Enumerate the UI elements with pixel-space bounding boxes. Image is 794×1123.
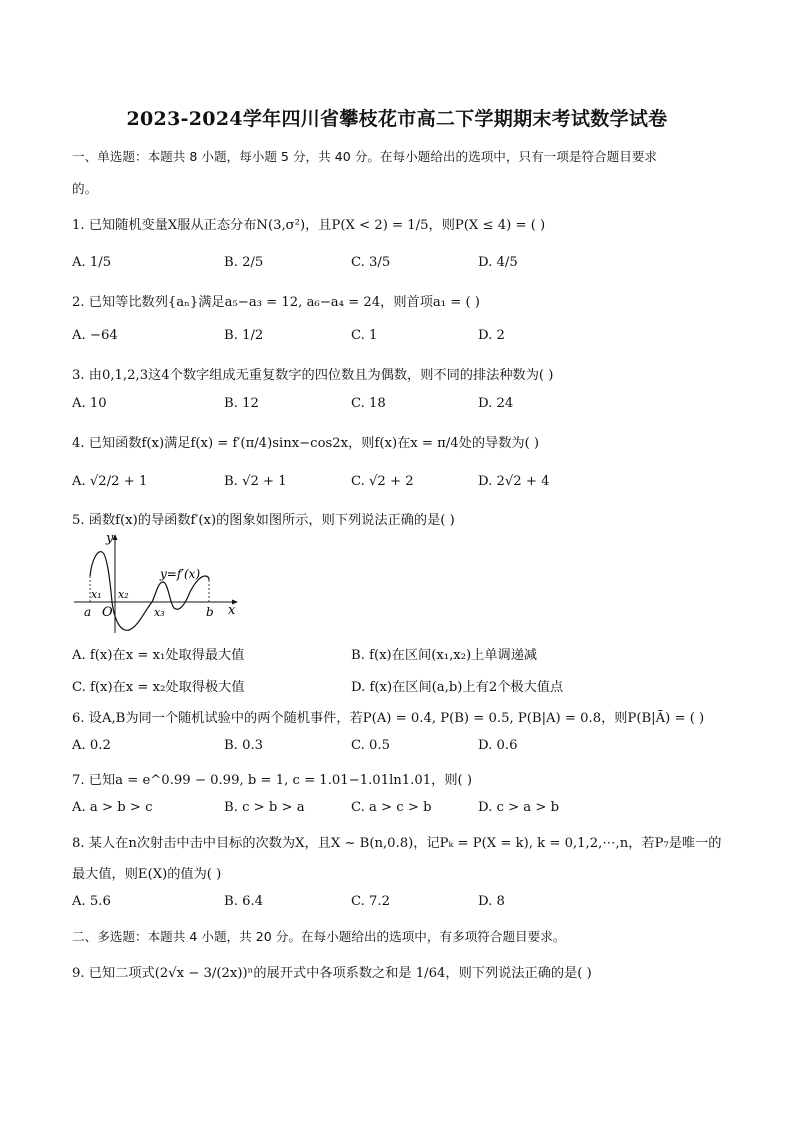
q1-option-d: D. 4/5 (478, 255, 518, 270)
derivative-graph (72, 532, 240, 636)
q7-option-a: A. a > b > c (72, 800, 153, 815)
x-axis-label: x (228, 603, 236, 618)
x1-label: x₁ (91, 588, 102, 601)
q8-option-b: B. 6.4 (224, 894, 264, 909)
question-2-stem: 2. 已知等比数列{aₙ}满足a₅−a₃ = 12, a₆−a₄ = 24，则首项a₁ = ( ) (72, 295, 480, 310)
q5-option-b: B. f(x)在区间(x₁,x₂)上单调递减 (351, 648, 538, 663)
q1-option-b: B. 2/5 (224, 255, 264, 270)
page-title: 2023-2024学年四川省攀枝花市高二下学期期末考试数学试卷 (126, 108, 668, 130)
q8-option-c: C. 7.2 (351, 894, 390, 909)
q3-option-d: D. 24 (478, 396, 514, 411)
q4-option-c: C. √2 + 2 (351, 474, 414, 489)
a-label: a (84, 605, 92, 619)
q6-option-c: C. 0.5 (351, 738, 390, 753)
q6-option-a: A. 0.2 (72, 738, 111, 753)
q4-option-b: B. √2 + 1 (224, 474, 287, 489)
curve-label: y=f′(x) (160, 567, 201, 581)
question-1-stem: 1. 已知随机变量X服从正态分布N(3,σ²)，且P(X < 2) = 1/5，则P(X ≤ 4) = ( ) (72, 218, 546, 233)
x3-label: x₃ (154, 606, 165, 619)
q2-option-d: D. 2 (478, 328, 505, 343)
question-8-stem-cont: 最大值，则E(X)的值为( ) (72, 867, 222, 882)
q3-option-c: C. 18 (351, 396, 386, 411)
b-label: b (206, 605, 214, 619)
q3-option-b: B. 12 (224, 396, 259, 411)
q1-option-c: C. 3/5 (351, 255, 391, 270)
question-4-stem: 4. 已知函数f(x)满足f(x) = f′(π/4)sinx−cos2x，则f(x)在x = π/4处的导数为( ) (72, 436, 540, 451)
q5-option-a: A. f(x)在x = x₁处取得最大值 (72, 648, 245, 663)
q5-option-d: D. f(x)在区间(a,b)上有2个极大值点 (351, 680, 564, 695)
q8-option-a: A. 5.6 (72, 894, 111, 909)
question-6-stem: 6. 设A,B为同一个随机试验中的两个随机事件，若P(A) = 0.4, P(B) = 0.5, P(B|A) = 0.8，则P(B|Ā) = ( ) (72, 711, 705, 726)
q8-option-d: D. 8 (478, 894, 505, 909)
q4-option-a: A. √2/2 + 1 (72, 474, 148, 489)
section2-heading: 二、多选题：本题共 4 小题，共 20 分。在每小题给出的选项中，有多项符合题目要求。 (72, 929, 566, 944)
q2-option-b: B. 1/2 (224, 328, 264, 343)
origin-label: O (102, 605, 113, 620)
q6-option-d: D. 0.6 (478, 738, 518, 753)
section1-heading: 一、单选题：本题共 8 小题，每小题 5 分，共 40 分。在每小题给出的选项中，只有一项是符合题目要求 (72, 149, 658, 164)
question-5-stem: 5. 函数f(x)的导函数f′(x)的图象如图所示，则下列说法正确的是( ) (72, 513, 455, 528)
q7-option-c: C. a > c > b (351, 800, 432, 815)
question-8-stem: 8. 某人在n次射击中击中目标的次数为X，且X ~ B(n,0.8)，记Pₖ = P(X = k), k = 0,1,2,⋯,n，若P₇是唯一的 (72, 836, 722, 851)
q7-option-d: D. c > a > b (478, 800, 560, 815)
q4-option-d: D. 2√2 + 4 (478, 474, 550, 489)
q1-option-a: A. 1/5 (72, 255, 112, 270)
q3-option-a: A. 10 (72, 396, 107, 411)
question-3-stem: 3. 由0,1,2,3这4个数字组成无重复数字的四位数且为偶数，则不同的排法种数为( ) (72, 368, 554, 383)
q2-option-c: C. 1 (351, 328, 378, 343)
q5-option-c: C. f(x)在x = x₂处取得极大值 (72, 680, 245, 695)
q2-option-a: A. −64 (72, 328, 118, 343)
x2-label: x₂ (118, 588, 129, 601)
q7-option-b: B. c > b > a (224, 800, 305, 815)
question-9-stem: 9. 已知二项式(2√x − 3/(2x))ⁿ的展开式中各项系数之和是 1/64，则下列说法正确的是( ) (72, 966, 592, 981)
q6-option-b: B. 0.3 (224, 738, 264, 753)
question-7-stem: 7. 已知a = e^0.99 − 0.99, b = 1, c = 1.01−1.01ln1.01，则( ) (72, 773, 473, 788)
y-axis-label: y (106, 532, 114, 546)
section1-heading-cont: 的。 (72, 181, 98, 196)
